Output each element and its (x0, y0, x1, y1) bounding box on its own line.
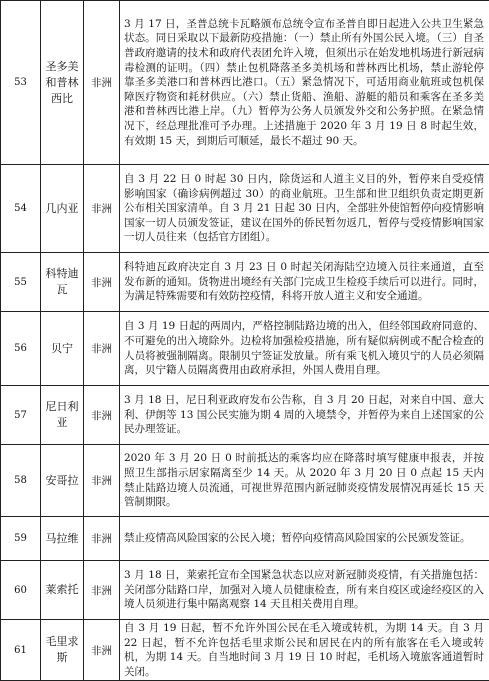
table-row (1, 165, 489, 253)
measures-text: 科特迪瓦政府决定自 3 月 23 日 0 时起关闭海陆空边境入员往来通道，直至发布新的通知。货物进出境经有关部门完成卫生检疫手续后可以进行。同时，为满足特殊需要和有效防控疫情，科将开放人道主义和安全通道。 (120, 253, 489, 312)
table-row (1, 517, 489, 561)
row-number: 60 (1, 561, 41, 620)
country-name: 科特迪瓦 (41, 253, 84, 312)
row-number: 55 (1, 253, 41, 312)
measures-text: 2020 年 3 月 20 日 0 时前抵达的乘客均应在降落时填写健康申报表，并按照卫生部指示居家隔离至少 14 天。从 2020 年 3 月 20 日 0 点起 15 天内禁止陆路边境人员流通，可视世界范围内新冠肺炎疫情发展情况再延长 15 天管制期限。 (120, 445, 489, 517)
row-number: 53 (1, 1, 41, 165)
region: 非洲 (84, 561, 120, 620)
measures-text: 3 月 18 日，尼日利亚政府发布公告称，自 3 月 20 日起，对来自中国、意大利、伊朗等 13 国公民实施为期 4 周的入境禁令，并暂停为来自上述国家的公民办理签证。 (120, 386, 489, 445)
country-name: 圣多美和普林西比 (41, 1, 84, 165)
measures-text: 自 3 月 22 日 0 时起 30 日内，除货运和人道主义目的外，暂停来自受疫情影响国家（确诊病例超过 30）的商业航班。卫生部和世卫组织负责定期更新公布相关国家清单。自 3 月 21 日起 30 日内，全部驻外使馆暂停向疫情影响国家一切人员颁发签证，建议在国外的侨民暂勿返几，暂停与受疫情影响国家一切人员往来（包括官方团组）。 (120, 165, 489, 253)
country-name: 安哥拉 (41, 445, 84, 517)
country-name: 尼日利亚 (41, 386, 84, 445)
table-row (1, 253, 489, 312)
region: 非洲 (84, 253, 120, 312)
table-row (1, 445, 489, 517)
measures-text: 自 3 月 19 日起的两周内，严格控制陆路边境的出入，但经邻国政府同意的、不可避免的出入境除外。边检将加强检疫措施，所有疑似病例或不配合检查的人员将被强制隔离。限制贝宁签证发放量。所有乘飞机入境贝宁的人员必须隔离，贝宁籍人员隔离费用由政府承担，外国人费用自理。 (120, 312, 489, 386)
table-row (1, 561, 489, 620)
country-name: 贝宁 (41, 312, 84, 386)
region: 非洲 (84, 386, 120, 445)
region: 非洲 (84, 165, 120, 253)
table-row (1, 1, 489, 165)
region: 非洲 (84, 517, 120, 561)
region: 非洲 (84, 1, 120, 165)
region: 非洲 (84, 312, 120, 386)
row-number: 61 (1, 620, 41, 681)
country-name: 毛里求斯 (41, 620, 84, 681)
table-row (1, 386, 489, 445)
country-name: 几内亚 (41, 165, 84, 253)
row-number: 58 (1, 445, 41, 517)
row-number: 56 (1, 312, 41, 386)
table-row (1, 312, 489, 386)
region: 非洲 (84, 445, 120, 517)
measures-text: 自 3 月 19 日起，暂不允许外国公民在毛入境或转机，为期 14 天。自 3 月 22 日起，暂不允许包括毛里求斯公民和居民在内的所有旅客在毛入境或转机，为期 14 天。自当地时间 3 月 19 日 10 时起，毛机场入境旅客通道暂时关闭。 (120, 620, 489, 681)
measures-text: 3 月 18 日，莱索托宣布全国紧急状态以应对新冠肺炎疫情，有关措施包括：关闭部分陆路口岸，加强对入境人员健康检查，所有来自疫区或途经疫区的入境人员须进行集中隔离观察 14 天且相关费用自理。 (120, 561, 489, 620)
measures-text: 禁止疫情高风险国家的公民入境；暂停向疫情高风险国家的公民颁发签证。 (120, 517, 489, 561)
country-name: 莱索托 (41, 561, 84, 620)
region: 非洲 (84, 620, 120, 681)
country-name: 马拉维 (41, 517, 84, 561)
row-number: 54 (1, 165, 41, 253)
table-row (1, 620, 489, 681)
row-number: 59 (1, 517, 41, 561)
measures-text: 3 月 17 日，圣普总统卡瓦略颁布总统令宣布圣普自即日起进入公共卫生紧急状态。同日采取以下最新防疫措施：（一）禁止所有外国公民入境。（三）自圣普政府邀请的技术和政府代表团允许入境，但须出示在始发地机场进行新冠病毒检测的证明。（四）禁止包机降落圣多美机场和普林西比机场，禁止游轮停靠圣多美港口和普林西比港口。（五）紧急情况下，可适用商业航班或包机保障医疗物资和耗材供应。（六）禁止货船、渔船、游艇的船员和乘客在圣多美港和普林西比港上岸。（九）暂停为公务人员颁发外交和公务护照。在紧急情况下，经总理批准可予办理。上述措施于 2020 年 3 月 19 日 8 时起生效，有效期 15 天，到期后可顺延，最长不超过 90 天。 (120, 1, 489, 165)
row-number: 57 (1, 386, 41, 445)
